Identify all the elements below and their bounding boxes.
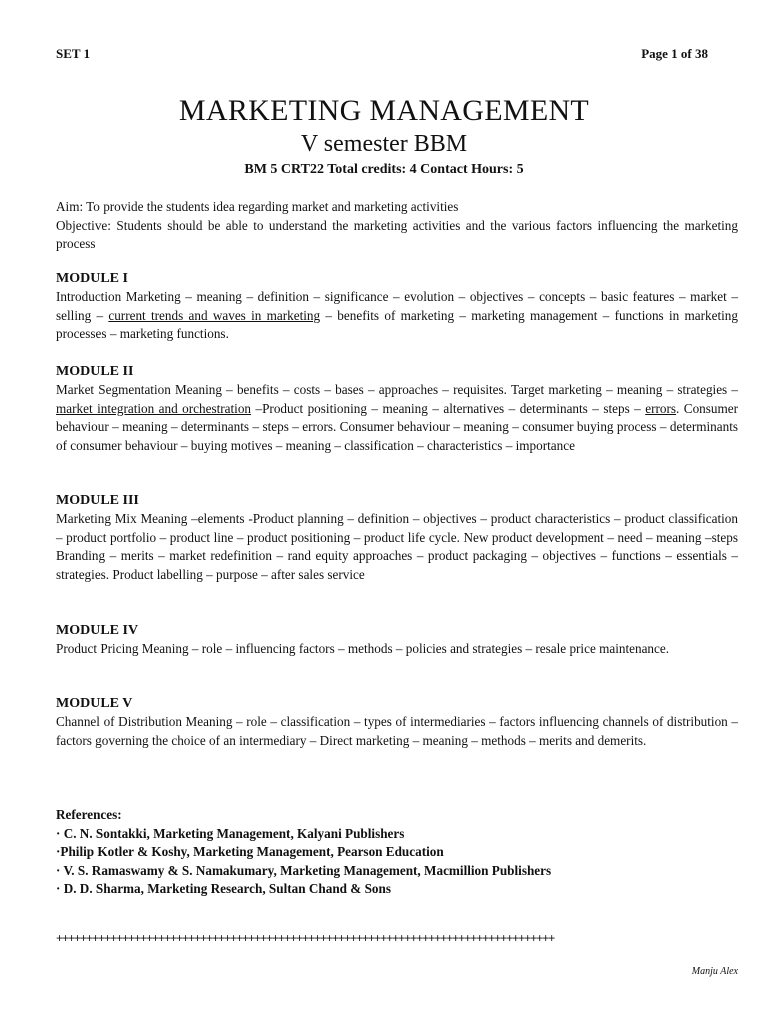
module-2 xyxy=(56,363,738,455)
module-4 xyxy=(56,622,738,659)
module-text: Marketing Mix Meaning –elements -Product planning – definition – objectives – product characteristics – product classification – product portfolio – product line – product positioning – product life cycle. New product development – need – meaning –steps Branding – merits – market redefinition – rand equity approaches – product packaging – objectives – functions – essentials – strategies. Product labelling – purpose – after sales service xyxy=(56,511,738,582)
module-text-part: Introduction Marketing – meaning – definition – significance – evolution – objectives – concepts – basic features – market – selling – xyxy=(56,289,738,323)
module-text-part: Market Segmentation Meaning – benefits – costs – bases – approaches – requisites. Target marketing – meaning – strategies – xyxy=(56,382,738,397)
module-text xyxy=(56,288,738,344)
reference-item: · C. N. Sontakki, Marketing Management, Kalyani Publishers xyxy=(56,825,405,841)
underlined-topic: errors xyxy=(645,400,677,416)
underlined-topic: market integration and orchestration xyxy=(56,400,252,416)
module-text xyxy=(56,381,738,455)
module-heading: MODULE I xyxy=(56,271,128,286)
module-text-part: –Product positioning – meaning – alternatives – determinants – steps – xyxy=(251,400,646,416)
module-3 xyxy=(56,492,738,584)
aim-text: Aim: To provide the students idea regarding market and marketing activities xyxy=(56,199,459,214)
module-heading: MODULE IV xyxy=(56,623,139,638)
course-code-line: BM 5 CRT22 Total credits: 4 Contact Hours: 5 xyxy=(244,162,524,177)
module-5 xyxy=(56,695,738,750)
module-text-part: . Consumer behaviour – meaning – determinants – steps – errors. Consumer behaviour – meaning – consumer buying process – determinants of consumer behaviour – buying motives – meaning – classification – characteristics – importance xyxy=(56,400,738,453)
reference-item: ·Philip Kotler & Koshy, Marketing Management, Pearson Education xyxy=(56,844,444,859)
objective-text: Objective: Students should be able to understand the marketing activities and the various factors influencing the marketing process xyxy=(56,217,738,251)
module-1 xyxy=(56,270,738,344)
references-block xyxy=(56,806,738,899)
module-heading: MODULE III xyxy=(56,493,139,508)
set-label: SET 1 xyxy=(56,46,91,61)
underlined-topic: current trends and waves in marketing xyxy=(108,307,321,323)
reference-item: · V. S. Ramaswamy & S. Namakumary, Marketing Management, Macmillion Publishers xyxy=(56,862,552,878)
separator-line: +++++++++++++++++++++++++++++++++++++++++++++++++++++++++++++++++++++++++++++++++++ xyxy=(56,932,555,946)
module-heading: MODULE V xyxy=(56,696,133,711)
module-text-part: – benefits of marketing – marketing management – functions in marketing processes – marketing functions. xyxy=(56,307,738,341)
module-heading: MODULE II xyxy=(56,364,134,379)
page-number: Page 1 of 38 xyxy=(641,46,708,61)
aim-objective-block xyxy=(56,198,738,254)
module-text: Product Pricing Meaning – role – influencing factors – methods – policies and strategies – resale price maintenance. xyxy=(56,641,670,656)
author-signature: Manju Alex xyxy=(691,966,738,977)
document-subtitle: V semester BBM xyxy=(300,131,468,157)
module-text: Channel of Distribution Meaning – role – classification – types of intermediaries – factors influencing channels of distribution – factors governing the choice of an intermediary – Direct marketing – meaning – methods – merits and demerits. xyxy=(56,714,738,748)
references-heading: References: xyxy=(56,807,122,822)
reference-item: · D. D. Sharma, Marketing Research, Sultan Chand & Sons xyxy=(56,881,391,896)
document-title: MARKETING MANAGEMENT xyxy=(178,94,590,127)
